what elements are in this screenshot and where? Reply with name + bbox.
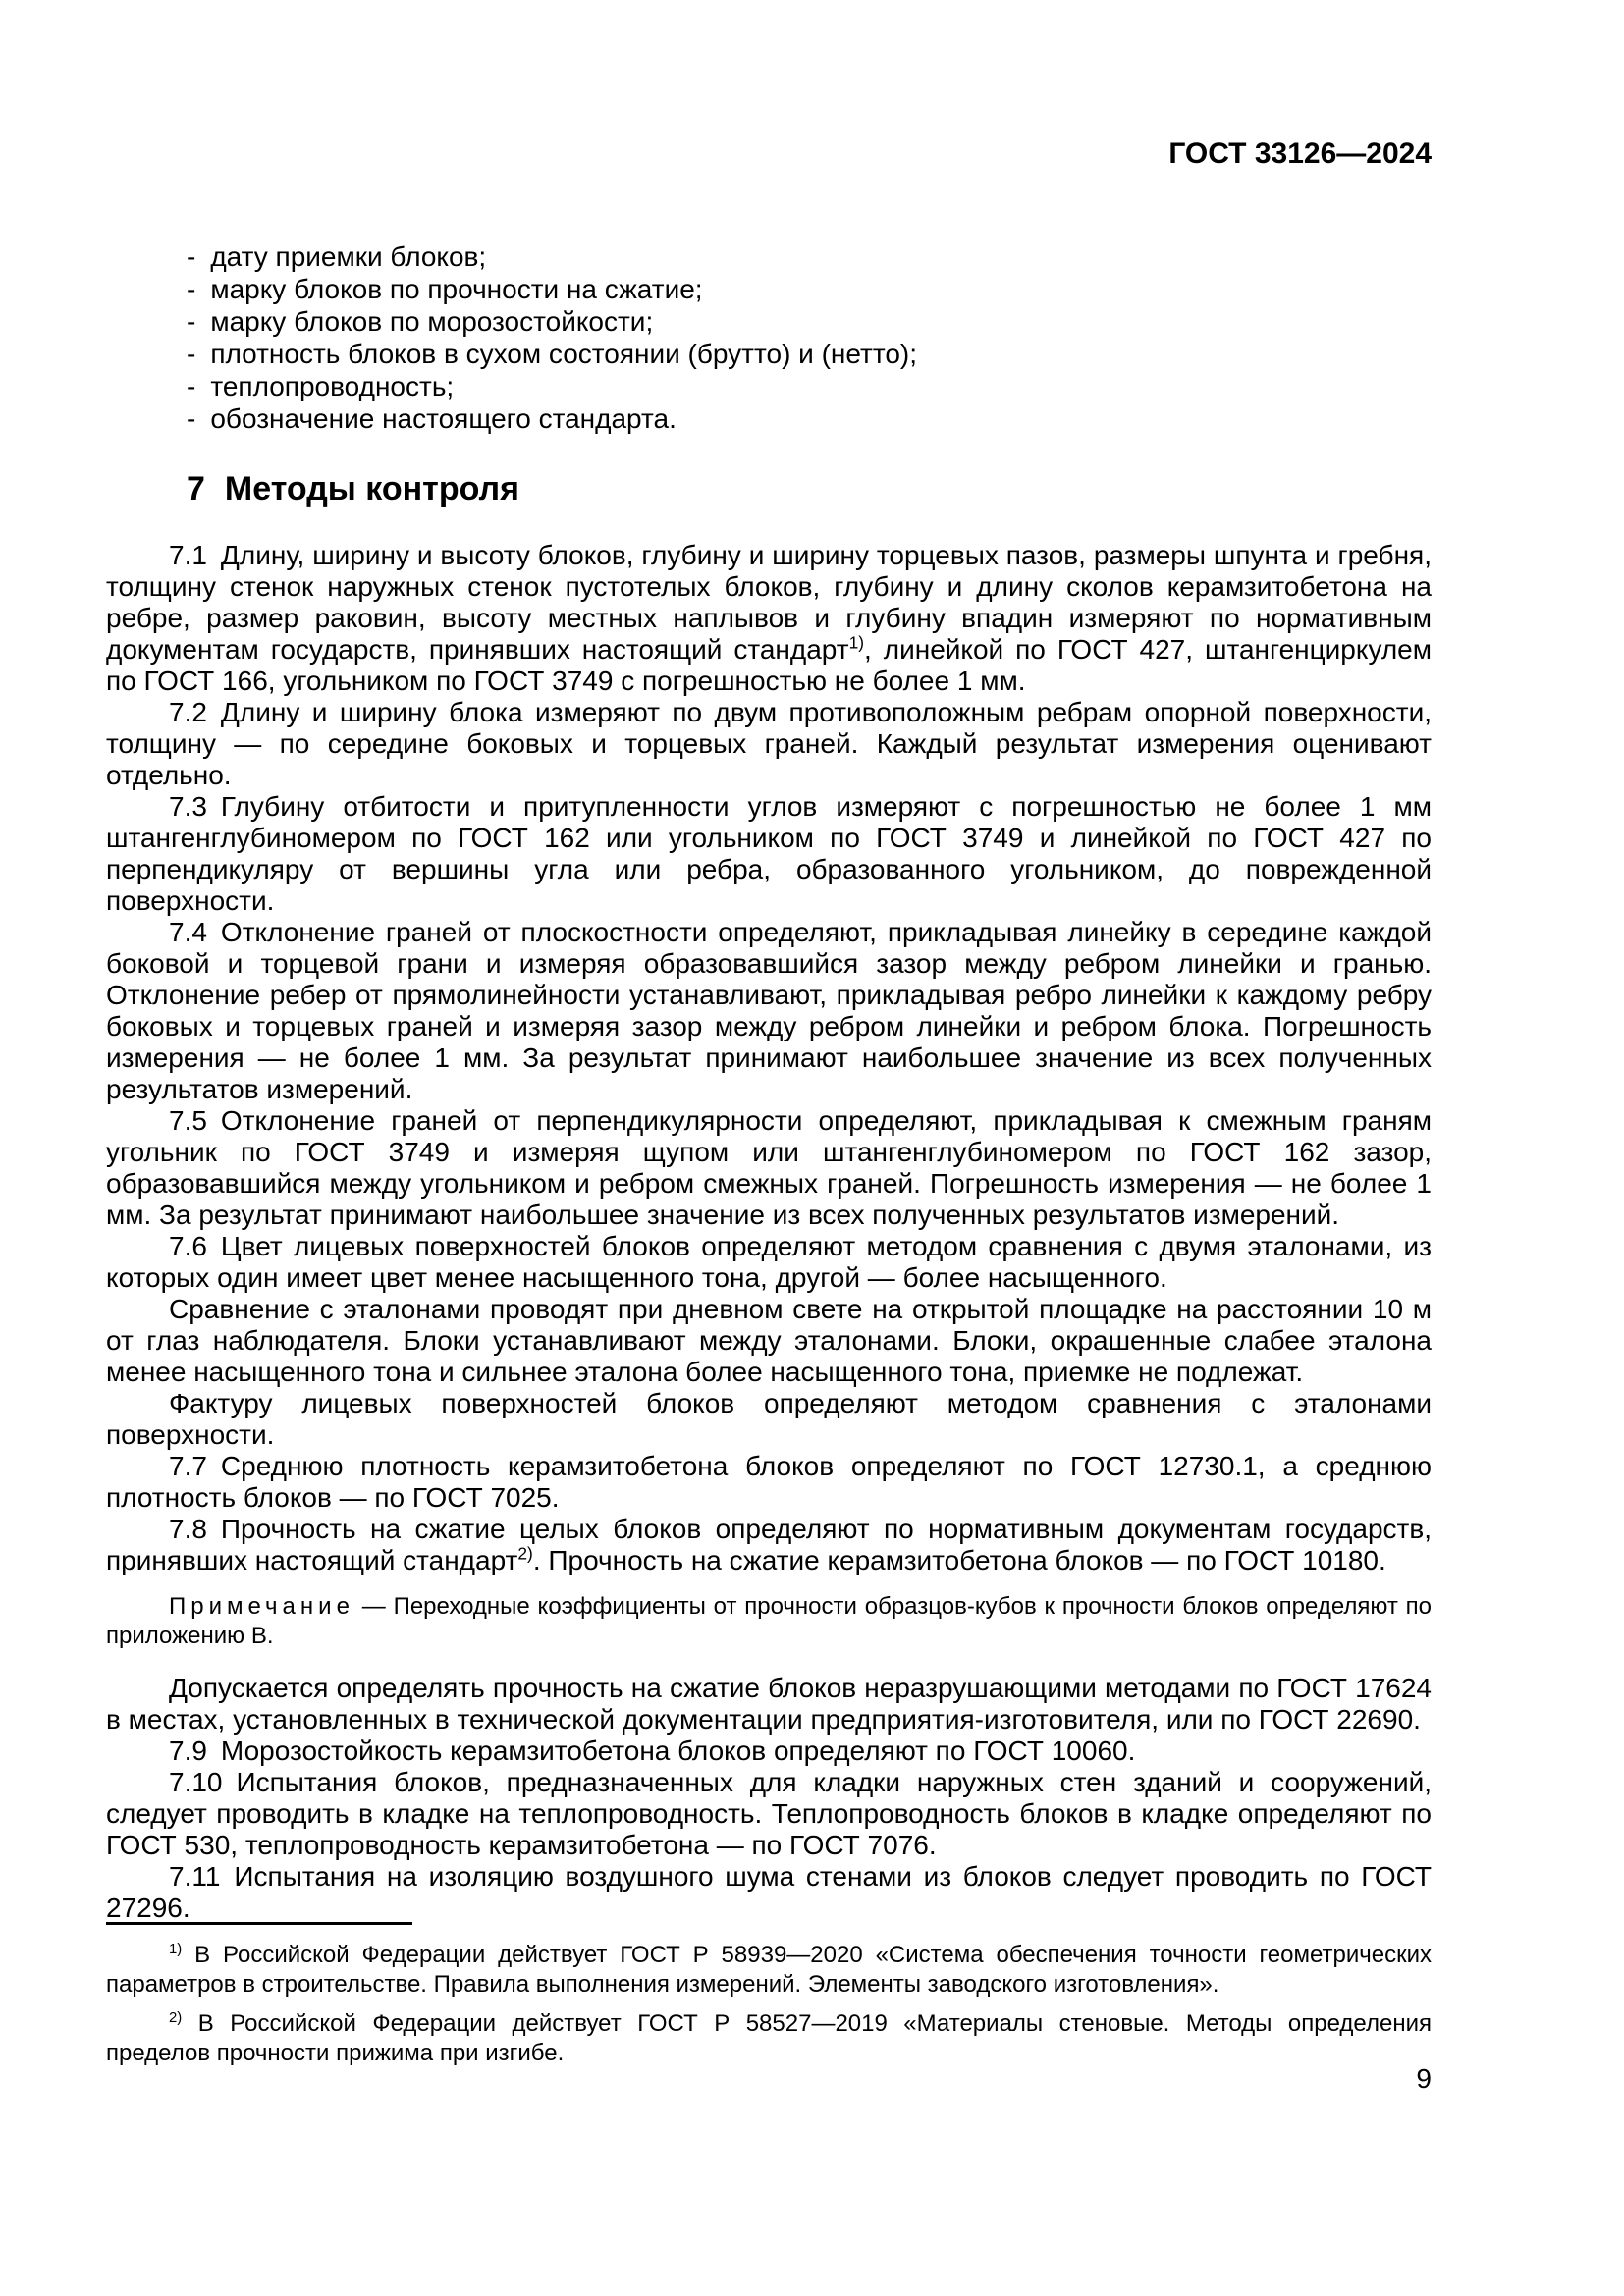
paragraph-text: . Прочность на сжатие керамзитобетона блоков — по ГОСТ 10180. [532, 1545, 1386, 1575]
note-label: Примечание [169, 1593, 354, 1620]
paragraph-text: 7.11 Испытания на изоляцию воздушного шума стенами из блоков следует проводить по ГОСТ 27296. [106, 1861, 1432, 1923]
section-number: 7 [187, 470, 205, 507]
paragraph [106, 1105, 1432, 1231]
footnote [106, 1941, 1432, 2000]
paragraph-text: Фактуру лицевых поверхностей блоков определяют методом сравнения с эталонами поверхности. [106, 1388, 1432, 1450]
doc-code-header: ГОСТ 33126—2024 [1168, 137, 1432, 170]
note-text: — Переходные коэффициенты от прочности образцов-кубов к прочности блоков определяют по приложению В. [106, 1593, 1433, 1649]
paragraph [106, 1294, 1432, 1388]
list-dash: - [187, 306, 196, 337]
requirements-list [187, 240, 1432, 435]
paragraph [106, 697, 1432, 791]
section-heading [187, 471, 1432, 507]
paragraph-text: , линейкой по ГОСТ 427, штангенциркулем по ГОСТ 166, угольником по ГОСТ 3749 с погрешностью не более 1 мм. [106, 634, 1432, 696]
paragraph [106, 1451, 1432, 1514]
list-dash: - [187, 339, 196, 369]
list-item [187, 402, 1432, 435]
paragraph-text: 7.10 Испытания блоков, предназначенных для кладки наружных стен зданий и сооружений, следует проводить в кладке на теплопроводность. Теплопроводность блоков в кладке определяют по ГОСТ 530, теплопроводность керамзитобетона — по ГОСТ 7076. [106, 1767, 1432, 1860]
paragraph [106, 1514, 1432, 1576]
list-item [187, 338, 1432, 370]
paragraph-text: 7.6 Цвет лицевых поверхностей блоков определяют методом сравнения с двумя эталонами, из которых один имеет цвет менее насыщенного тона, другой — более насыщенного. [106, 1231, 1432, 1293]
footnote [106, 2009, 1432, 2068]
list-item-text: марку блоков по прочности на сжатие; [210, 274, 703, 304]
list-item-text: обозначение настоящего стандарта. [210, 403, 677, 434]
paragraph-text: Допускается определять прочность на сжатие блоков неразрушающими методами по ГОСТ 17624 в местах, установленных в технической документации предприятия-изготовителя, или по ГОСТ 22690. [106, 1673, 1432, 1735]
body-paragraphs-top [106, 540, 1432, 1576]
paragraph [106, 1673, 1432, 1735]
paragraph-text: 7.9 Морозостойкость керамзитобетона блоков определяют по ГОСТ 10060. [169, 1735, 1136, 1766]
footnote-ref: 1) [848, 632, 865, 653]
paragraph [106, 1388, 1432, 1451]
section-title: Методы контроля [224, 470, 519, 507]
list-item [187, 305, 1432, 338]
list-item-text: плотность блоков в сухом состоянии (брутто) и (нетто); [210, 339, 918, 369]
paragraph [106, 1767, 1432, 1861]
paragraph [106, 1861, 1432, 1924]
footnote-ref: 2) [517, 1543, 533, 1564]
list-item-text: марку блоков по морозостойкости; [210, 306, 654, 337]
list-dash: - [187, 371, 196, 401]
footnote-marker: 2) [169, 2010, 183, 2026]
paragraph-text: 7.1 Длину, ширину и высоту блоков, глубину и ширину торцевых пазов, размеры шпунта и гребня, толщину стенок наружных стенок пустотелых блоков, глубину и длину сколов керамзитобетона на ребре, размер раковин, высоту местных наплывов и глубину впадин измеряют по нормативным документам государств, принявших настоящий стандарт [106, 540, 1432, 665]
footnote-separator-rule [106, 1922, 412, 1925]
list-item-text: теплопроводность; [210, 371, 455, 401]
paragraph [106, 917, 1432, 1105]
list-dash: - [187, 274, 196, 304]
footnotes-list [106, 1941, 1432, 2068]
list-item-text: дату приемки блоков; [210, 241, 487, 272]
list-item [187, 370, 1432, 402]
paragraph [106, 1231, 1432, 1294]
paragraph [106, 1735, 1432, 1767]
list-dash: - [187, 403, 196, 434]
paragraph-text: Сравнение с эталонами проводят при дневном свете на открытой площадке на расстоянии 10 м от глаз наблюдателя. Блоки устанавливают между эталонами. Блоки, окрашенные слабее эталона менее насыщенного тона и сильнее эталона более насыщенного тона, приемке не подлежат. [106, 1294, 1432, 1387]
footnote-text: В Российской Федерации действует ГОСТ Р 58527—2019 «Материалы стеновые. Методы определения пределов прочности прижима при изгибе. [106, 2010, 1432, 2066]
paragraph-text: 7.2 Длину и ширину блока измеряют по двум противоположным ребрам опорной поверхности, толщину — по середине боковых и торцевых граней. Каждый результат измерения оценивают отдельно. [106, 697, 1432, 790]
footnote-text: В Российской Федерации действует ГОСТ Р 58939—2020 «Система обеспечения точности геометрических параметров в строительстве. Правила выполнения измерений. Элементы заводского изготовления». [106, 1942, 1432, 1998]
paragraph-text: 7.5 Отклонение граней от перпендикулярности определяют, прикладывая к смежным граням угольник по ГОСТ 3749 и измеряя щупом или штангенглубиномером по ГОСТ 162 зазор, образовавшийся между угольником и ребром смежных граней. Погрешность измерения — не более 1 мм. За результат принимают наибольшее значение из всех полученных результатов измерений. [106, 1105, 1432, 1230]
paragraph-text: 7.3 Глубину отбитости и притупленности углов измеряют с погрешностью не более 1 мм штангенглубиномером по ГОСТ 162 или угольником по ГОСТ 3749 и линейкой по ГОСТ 427 по перпендикуляру от вершины угла или ребра, образованного угольником, до поврежденной поверхности. [106, 791, 1432, 916]
paragraph-text: 7.7 Среднюю плотность керамзитобетона блоков определяют по ГОСТ 12730.1, а среднюю плотность блоков — по ГОСТ 7025. [106, 1451, 1432, 1513]
paragraph-text: 7.8 Прочность на сжатие целых блоков определяют по нормативным документам государств, принявших настоящий стандарт [106, 1514, 1432, 1575]
paragraph [106, 791, 1432, 917]
list-item [187, 240, 1432, 273]
footnotes-area [106, 1922, 1432, 2078]
note-block [106, 1592, 1432, 1651]
paragraph [106, 540, 1432, 697]
list-dash: - [187, 241, 196, 272]
body-paragraphs-bottom [106, 1673, 1432, 1924]
page-number: 9 [1416, 2063, 1432, 2094]
footnote-marker: 1) [169, 1942, 183, 1957]
paragraph-text: 7.4 Отклонение граней от плоскостности определяют, прикладывая линейку в середине каждой боковой и торцевой грани и измеряя образовавшийся зазор между ребром линейки и гранью. Отклонение ребер от прямолинейности устанавливают, прикладывая ребро линейки к каждому ребру боковых и торцевых граней и измеряя зазор между ребром линейки и ребром блока. Погрешность измерения — не более 1 мм. За результат принимают наибольшее значение из всех полученных результатов измерений. [106, 917, 1432, 1104]
list-item [187, 273, 1432, 305]
